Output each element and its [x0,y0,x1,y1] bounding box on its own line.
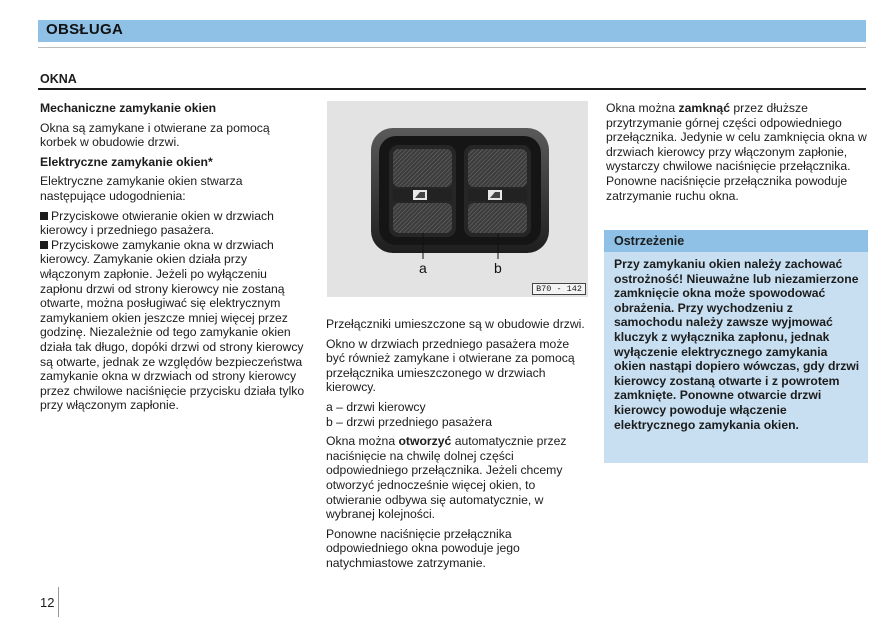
window-switch-illustration [327,101,588,297]
column-left [40,101,305,413]
switch-a [389,145,456,237]
bullet-item [40,238,305,413]
label-b: b [494,260,502,276]
para-electric-intro: Elektryczne zamykanie okien stwarza następujące udogodnienia: [40,174,243,203]
para-open-auto [326,434,588,522]
warning-box [604,230,868,463]
warning-text: Przy zamykaniu okien należy zachować ostrożność! Nieuważne lub niezamierzone zamknięcie okna może spowodować obrażenia. Przy wychodzeniu z samochodu należy zawsze wyjmować kluczyk z wyłącznika zapłonu, jednak wyłączenie elektrycznego zamykania okien nastąpi dopiero wówczas, gdy drzwi kierowcy zostaną otwarte i z powrotem zamknięte. Ponowne otwarcie drzwi kierowcy powoduje włączenie elektrycznego zamykania okien. [614,257,860,432]
text-span: przez dłuższe przytrzymanie górnej części odpowiedniego przełącznika. Jedynie w celu zamknięcia okna w drzwiach kierowcy przy włączonym zapłonie, wystarczy chwilowe naciśnięcie przełącznika. Ponowne naciśnięcie przełącznika powoduje zatrzymanie ruchu okna. [606,101,867,203]
bold-span: zamknąć [678,101,730,115]
figure-code: B70 - 142 [532,283,586,295]
para-mechanical: Okna są zamykane i otwierane za pomocą korbek w obudowie drzwi. [40,120,270,150]
label-a: a [419,260,427,276]
warning-title: Ostrzeżenie [614,234,685,248]
column-middle [326,317,588,576]
warning-header [604,230,868,252]
heading-mechanical: Mechaniczne zamykanie okien [40,101,217,115]
text-span: Okna można [326,434,399,449]
column-right [606,101,868,208]
para-close [606,101,868,203]
bullet-item [40,209,305,238]
legend-a: a – drzwi kierowcy [326,399,426,414]
page-number-divider [58,587,59,617]
window-icon [413,190,427,200]
section-title: OKNA [40,72,77,86]
text-span: automatycznie przez naciśnięcie na chwilę dolnej części odpowiedniego przełącznika. Jeżeli chcemy otworzyć jednocześnie więcej okien, to otwieranie odbywa się automatycznie, w wybranej kolejności. [326,434,567,522]
legend-b: b – drzwi przedniego pasażera [326,414,492,429]
square-bullet-icon [40,212,48,220]
bullet-text-1: Przyciskowe otwieranie okien w drzwiach kierowcy i przedniego pasażera. [40,208,274,238]
text-span: Okna można [606,101,679,115]
section-rule [38,88,866,90]
bullet-text-2: Przyciskowe zamykanie okna w drzwiach kierowcy. Zamykanie okien działa przy włączonym zapłonie. Jeżeli po wyłączeniu zapłonu drzwi od strony kierowcy nie zostaną otwarte, można posługiwać się elektrycznym zamykaniem okien jeszcze mniej więcej przez godzinę. Niezależnie od tego zamykanie okien działa tak długo, dopóki drzwi od strony kierowcy są otwarte, jednak ze względów bezpieczeństwa zamykanie okna w drzwiach od strony kierowcy przez chwilowe naciśnięcie przycisku działa tylko przy włączonym zapłonie. [40,237,305,413]
square-bullet-icon [40,241,48,249]
para-stop: Ponowne naciśnięcie przełącznika odpowiedniego okna powoduje jego natychmiastowe zatrzymanie. [326,526,520,570]
chapter-title: OBSŁUGA [46,21,124,38]
window-icon [488,190,502,200]
chapter-header-band [38,20,866,42]
bold-span: otworzyć [398,434,452,449]
switch-b [464,145,531,237]
window-switch-figure [327,101,588,297]
heading-electric: Elektryczne zamykanie okien* [40,154,213,169]
top-rule [38,47,866,48]
para-passenger-window: Okno w drzwiach przedniego pasażera może być również zamykane i otwierane za pomocą przełącznika umieszczonego w drzwiach kierowcy. [326,336,575,395]
para-switch-location: Przełączniki umieszczone są w obudowie drzwi. [326,317,585,331]
page-number: 12 [40,595,55,610]
